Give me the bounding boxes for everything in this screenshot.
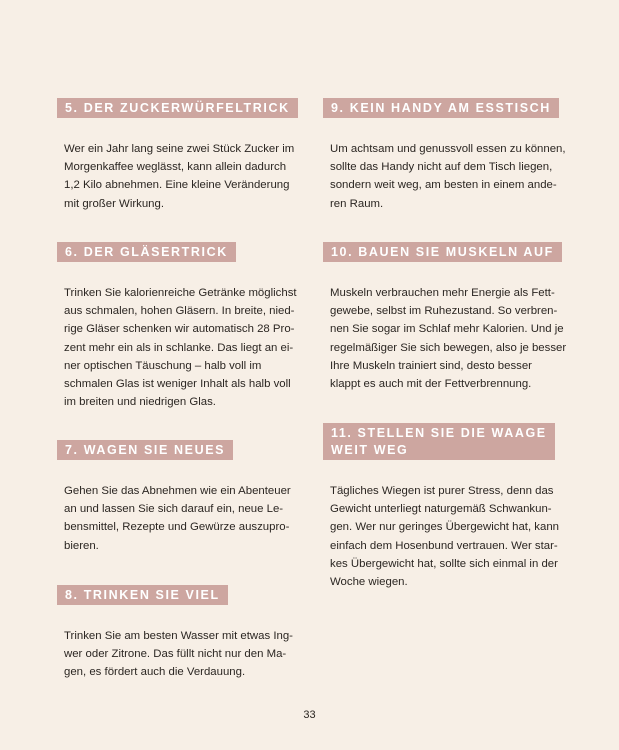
- tip-5-line: mit großer Wirkung.: [64, 197, 165, 210]
- tip-7-line: Gehen Sie das Abnehmen wie ein Abenteuer: [64, 485, 291, 497]
- tip-9-title: 9. KEIN HANDY AM ESSTISCH: [323, 98, 559, 118]
- tip-8-line: gen, es fördert auch die Verdauung.: [64, 666, 246, 679]
- tip-8-line: Trinken Sie am besten Wasser mit etwas Ing-: [64, 630, 293, 642]
- tip-11-line: Tägliches Wiegen ist purer Stress, denn das: [330, 485, 554, 497]
- tip-5-line: Wer ein Jahr lang seine zwei Stück Zucker im: [64, 143, 295, 155]
- tip-7-line: bensmittel, Rezepte und Gewürze auszupro-: [64, 521, 290, 534]
- tip-6-line: schmalen Glas ist weniger Inhalt als halb voll: [64, 378, 291, 391]
- tip-10-line: Muskeln verbrauchen mehr Energie als Fett-: [330, 287, 555, 299]
- tip-11-title: [323, 423, 555, 460]
- tip-10-title: 10. BAUEN SIE MUSKELN AUF: [323, 242, 562, 262]
- tip-6-line: zent mehr ein als in schlanke. Das liegt an ei-: [64, 341, 294, 354]
- page-number: 33: [303, 709, 316, 721]
- tip-6-body: [57, 284, 304, 411]
- tip-7-title: 7. WAGEN SIE NEUES: [57, 440, 233, 460]
- tip-5-body: [57, 140, 304, 213]
- tip-9-line: sondern weit weg, am besten in einem ande-: [330, 179, 557, 192]
- tip-7-body: [57, 482, 304, 555]
- tip-5-title: 5. DER ZUCKERWÜRFELTRICK: [57, 98, 298, 118]
- tip-8-title: 8. TRINKEN SIE VIEL: [57, 585, 228, 605]
- tip-11-line: einfach dem Hosenbund vertrauen. Wer star-: [330, 539, 558, 552]
- tip-10-line: nen Sie sogar im Schlaf mehr Kalorien. Und je: [330, 323, 564, 336]
- tip-5-line: Morgenkaffee weglässt, kann allein dadurch: [64, 161, 287, 174]
- tip-6-line: rige Gläser schenken wir automatisch 28 Pro-: [64, 323, 295, 336]
- tip-11-body: [323, 482, 570, 591]
- tip-6-line: Trinken Sie kalorienreiche Getränke möglichst: [64, 287, 297, 299]
- tip-9-body: [323, 140, 570, 213]
- tip-9-line: sollte das Handy nicht auf dem Tisch liegen,: [330, 161, 553, 174]
- tip-11-line: Gewicht unterliegt naturgemäß Schwankun-: [330, 503, 552, 516]
- tip-6-line: aus schmalen, hohen Gläsern. In breite, nied-: [64, 305, 295, 318]
- tip-11-line: gen. Wer nur geringes Übergewicht hat, kann: [330, 521, 559, 534]
- tip-10-line: Ihre Muskeln trainiert sind, desto besser: [330, 359, 532, 372]
- tip-11-line: Woche wiegen.: [330, 576, 408, 589]
- tip-6-line: ner optischen Täuschung – halb voll im: [64, 359, 262, 372]
- tip-7-line: bieren.: [64, 539, 99, 552]
- tip-6-line: im breiten und niedrigen Glas.: [64, 396, 216, 409]
- tip-11-line: kes Übergewicht hat, sollte sich einmal in der: [330, 557, 558, 570]
- tip-11-title-line: 11. STELLEN SIE DIE WAAGE: [331, 426, 547, 440]
- tip-10-line: klappt es auch mit der Fettverbrennung.: [330, 378, 532, 391]
- tip-10-line: gewebe, selbst im Ruhezustand. So verbren-: [330, 305, 558, 318]
- tip-6-title: 6. DER GLÄSERTRICK: [57, 242, 236, 262]
- tip-8-body: [57, 627, 304, 682]
- tip-10-body: [323, 284, 570, 393]
- tip-5-line: 1,2 Kilo abnehmen. Eine kleine Veränderung: [64, 179, 290, 192]
- tip-9-line: ren Raum.: [330, 197, 384, 210]
- tip-11-title-line: WEIT WEG: [331, 443, 409, 457]
- tip-7-line: an und lassen Sie sich darauf ein, neue Le-: [64, 503, 284, 516]
- tip-10-line: regelmäßiger Sie sich bewegen, also je besser: [330, 341, 567, 354]
- tip-8-line: wer oder Zitrone. Das füllt nicht nur den Ma-: [64, 648, 287, 661]
- tip-9-line: Um achtsam und genussvoll essen zu können,: [330, 143, 566, 155]
